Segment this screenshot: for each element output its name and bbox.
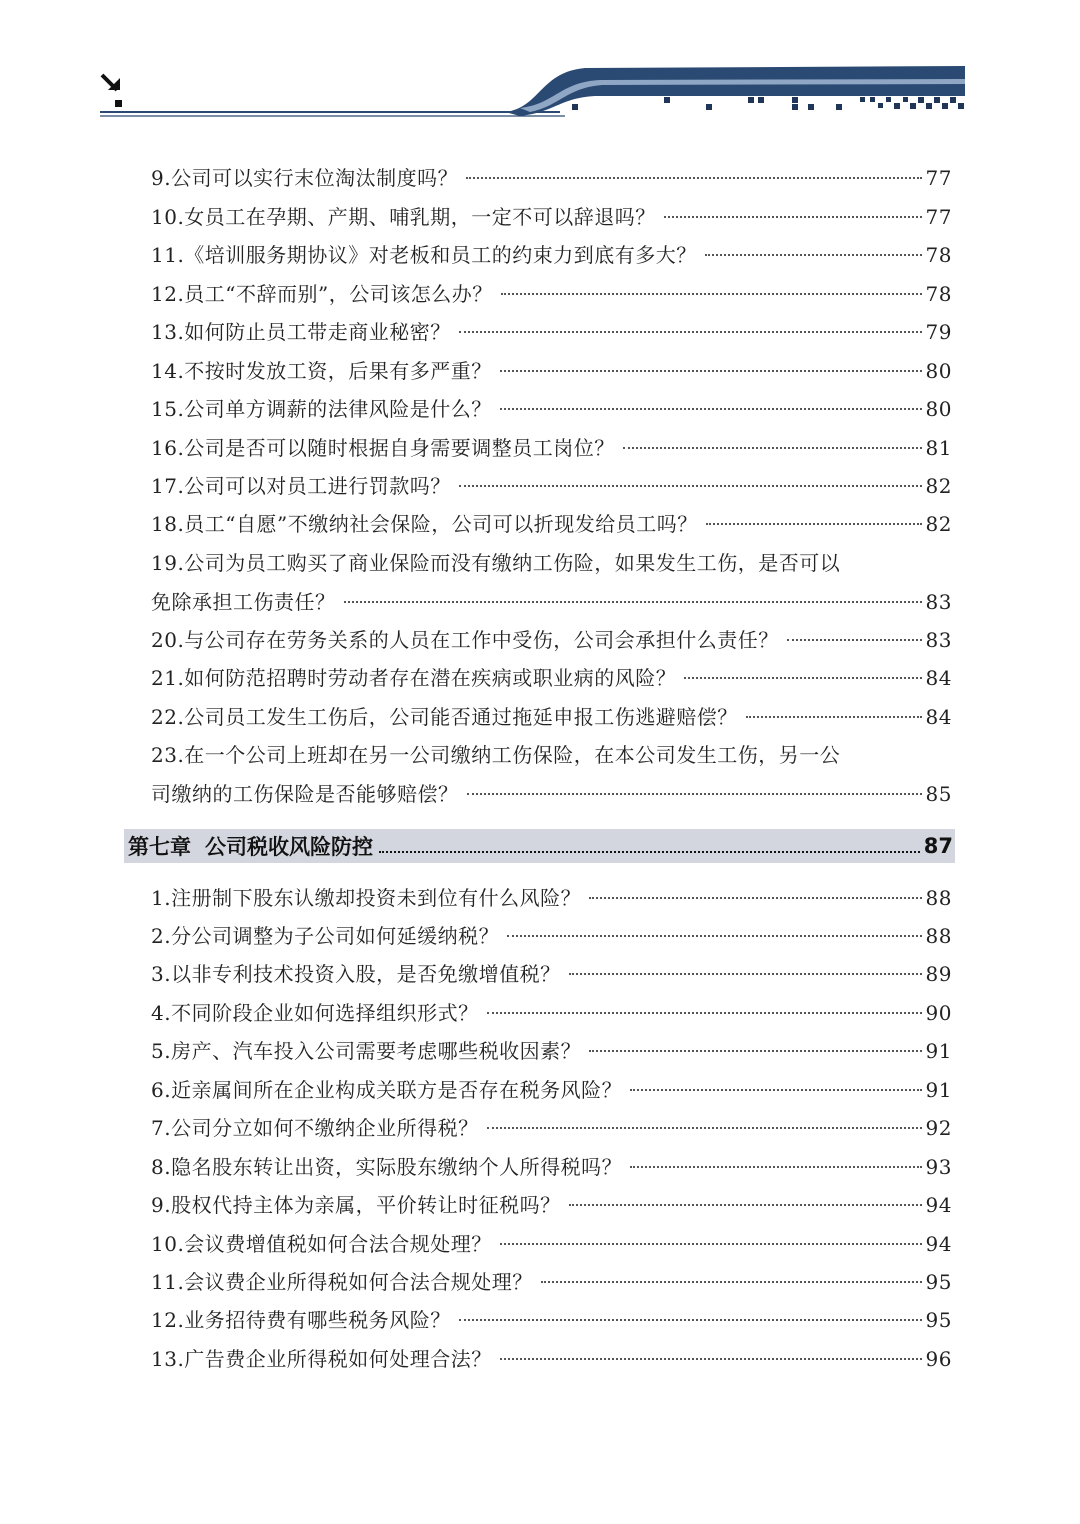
toc-entry[interactable] [151,1152,952,1182]
toc-entry-page: 82 [925,474,952,498]
toc-entry-title: 3.以非专利技术投资入股，是否免缴增值税？ [151,962,561,986]
toc-entry-title: 20.与公司存在劳务关系的人员在工作中受伤，公司会承担什么责任？ [151,628,779,652]
dot-leader [569,1204,922,1206]
dot-leader [459,485,922,487]
toc-entry[interactable] [151,1036,952,1066]
toc-entry[interactable] [151,779,952,809]
toc-entry-page: 78 [925,282,952,306]
dot-leader [501,293,922,295]
toc-entry-title: 2.分公司调整为子公司如何延缓纳税？ [151,924,500,948]
toc-entry[interactable] [151,959,952,989]
toc-entry-page: 92 [925,1116,952,1140]
toc-entry[interactable] [151,1190,952,1220]
toc-entry-first-line[interactable]: 19.公司为员工购买了商业保险而没有缴纳工伤险，如果发生工伤，是否可以 [151,551,841,575]
toc-entry[interactable] [151,1113,952,1143]
dot-leader [459,1319,922,1321]
dot-leader [487,1127,922,1129]
toc-entry[interactable] [151,998,952,1028]
dot-leader [467,793,922,795]
dot-leader [684,677,921,679]
chapter-heading[interactable] [124,829,955,863]
chapter-label: 第七章 [128,835,191,859]
dot-leader [664,216,922,218]
toc-entry[interactable] [151,587,952,617]
toc-entry-title: 12.业务招待费有哪些税务风险？ [151,1308,451,1332]
dot-leader [487,1012,922,1014]
toc-entry-page: 83 [925,628,952,652]
toc-entry[interactable] [151,317,952,347]
toc-entry[interactable] [151,1344,952,1374]
toc-entry-page: 94 [925,1232,952,1256]
dot-leader [746,716,922,718]
toc-entry-page: 78 [925,243,952,267]
chapter-title: 公司税收风险防控 [205,835,373,859]
toc-entry-title: 10.会议费增值税如何合法合规处理？ [151,1232,492,1256]
toc-entry-title: 12.员工“不辞而别”，公司该怎么办？ [151,282,493,306]
toc-entry-title: 13.广告费企业所得税如何处理合法？ [151,1347,492,1371]
toc-entry[interactable] [151,240,952,270]
toc-entry-page: 90 [925,1001,952,1025]
toc-entry[interactable] [151,509,952,539]
toc-entry[interactable] [151,1075,952,1105]
toc-entry-page: 85 [925,782,952,806]
toc-entry-page: 88 [925,886,952,910]
toc-entry-title: 司缴纳的工伤保险是否能够赔偿？ [151,782,459,806]
dot-leader [507,935,921,937]
toc-entry-page: 83 [925,590,952,614]
toc-entry-page: 89 [925,962,952,986]
toc-entry-title: 9.公司可以实行末位淘汰制度吗？ [151,166,459,190]
toc-entry-title: 5.房产、汽车投入公司需要考虑哪些税收因素？ [151,1039,582,1063]
toc-entry-page: 80 [925,359,952,383]
toc-entry-page: 77 [925,166,952,190]
toc-entry[interactable] [151,394,952,424]
toc-entry[interactable] [151,663,952,693]
toc-entry-page: 91 [925,1078,952,1102]
toc-entry-title: 11.《培训服务期协议》对老板和员工的约束力到底有多大？ [151,243,697,267]
dot-leader [630,1089,921,1091]
toc-entry[interactable] [151,1305,952,1335]
toc-entry-page: 80 [925,397,952,421]
toc-entry[interactable] [151,433,952,463]
toc-entry-title: 10.女员工在孕期、产期、哺乳期，一定不可以辞退吗？ [151,205,656,229]
dot-leader [630,1166,921,1168]
dot-leader [379,851,920,853]
dot-leader [500,408,922,410]
toc-entry-page: 88 [925,924,952,948]
toc-entry-page: 82 [925,512,952,536]
toc-entry[interactable] [151,202,952,232]
dot-leader [705,254,922,256]
dot-leader [787,639,922,641]
toc-entry-page: 79 [925,320,952,344]
dot-leader [589,897,921,899]
toc-entry-page: 96 [925,1347,952,1371]
chapter-page: 87 [923,834,953,858]
toc-entry[interactable] [151,625,952,655]
toc-entry-page: 93 [925,1155,952,1179]
toc-entry-title: 9.股权代持主体为亲属，平价转让时征税吗？ [151,1193,561,1217]
toc-entry-title: 7.公司分立如何不缴纳企业所得税？ [151,1116,479,1140]
toc-entry-title: 6.近亲属间所在企业构成关联方是否存在税务风险？ [151,1078,623,1102]
toc-entry[interactable] [151,163,952,193]
toc-entry[interactable] [151,883,952,913]
dot-leader [459,331,922,333]
toc-entry-first-line[interactable]: 23.在一个公司上班却在另一公司缴纳工伤保险，在本公司发生工伤，另一公 [151,743,841,767]
toc-entry-page: 91 [925,1039,952,1063]
toc-entry[interactable] [151,1267,952,1297]
dot-leader [500,1243,922,1245]
toc-entry-title: 8.隐名股东转让出资，实际股东缴纳个人所得税吗？ [151,1155,623,1179]
toc-entry-title: 11.会议费企业所得税如何合法合规处理？ [151,1270,533,1294]
toc-entry-title: 15.公司单方调薪的法律风险是什么？ [151,397,492,421]
toc-entry-page: 84 [925,666,952,690]
dot-leader [706,523,922,525]
toc-entry-title: 16.公司是否可以随时根据自身需要调整员工岗位？ [151,436,615,460]
toc-entry-title: 4.不同阶段企业如何选择组织形式？ [151,1001,479,1025]
toc-entry-title: 21.如何防范招聘时劳动者存在潜在疾病或职业病的风险？ [151,666,677,690]
toc-entry[interactable] [151,471,952,501]
dot-leader [569,973,922,975]
toc-entry-title: 18.员工“自愿”不缴纳社会保险，公司可以折现发给员工吗？ [151,512,698,536]
toc-entry-page: 84 [925,705,952,729]
toc-entry[interactable] [151,702,952,732]
toc-entry[interactable] [151,279,952,309]
toc-entry-title: 14.不按时发放工资，后果有多严重？ [151,359,492,383]
toc-entry-title: 17.公司可以对员工进行罚款吗？ [151,474,451,498]
toc-entry-page: 95 [925,1308,952,1332]
dot-leader [589,1050,921,1052]
toc-entry-page: 81 [925,436,952,460]
dot-leader [344,601,922,603]
dot-leader [466,177,921,179]
toc-entry-page: 94 [925,1193,952,1217]
dot-leader [500,370,922,372]
toc-entry-page: 77 [925,205,952,229]
dot-leader [623,447,922,449]
dot-leader [500,1358,922,1360]
toc-entry-title: 1.注册制下股东认缴却投资未到位有什么风险？ [151,886,582,910]
toc-entry[interactable] [151,356,952,386]
toc-entry[interactable] [151,1229,952,1259]
toc-entry-page: 95 [925,1270,952,1294]
toc-entry[interactable] [151,921,952,951]
dot-leader [541,1281,922,1283]
toc-entry-title: 13.如何防止员工带走商业秘密？ [151,320,451,344]
toc-entry-title: 22.公司员工发生工伤后，公司能否通过拖延申报工伤逃避赔偿？ [151,705,738,729]
toc-entry-title: 免除承担工伤责任？ [151,590,336,614]
